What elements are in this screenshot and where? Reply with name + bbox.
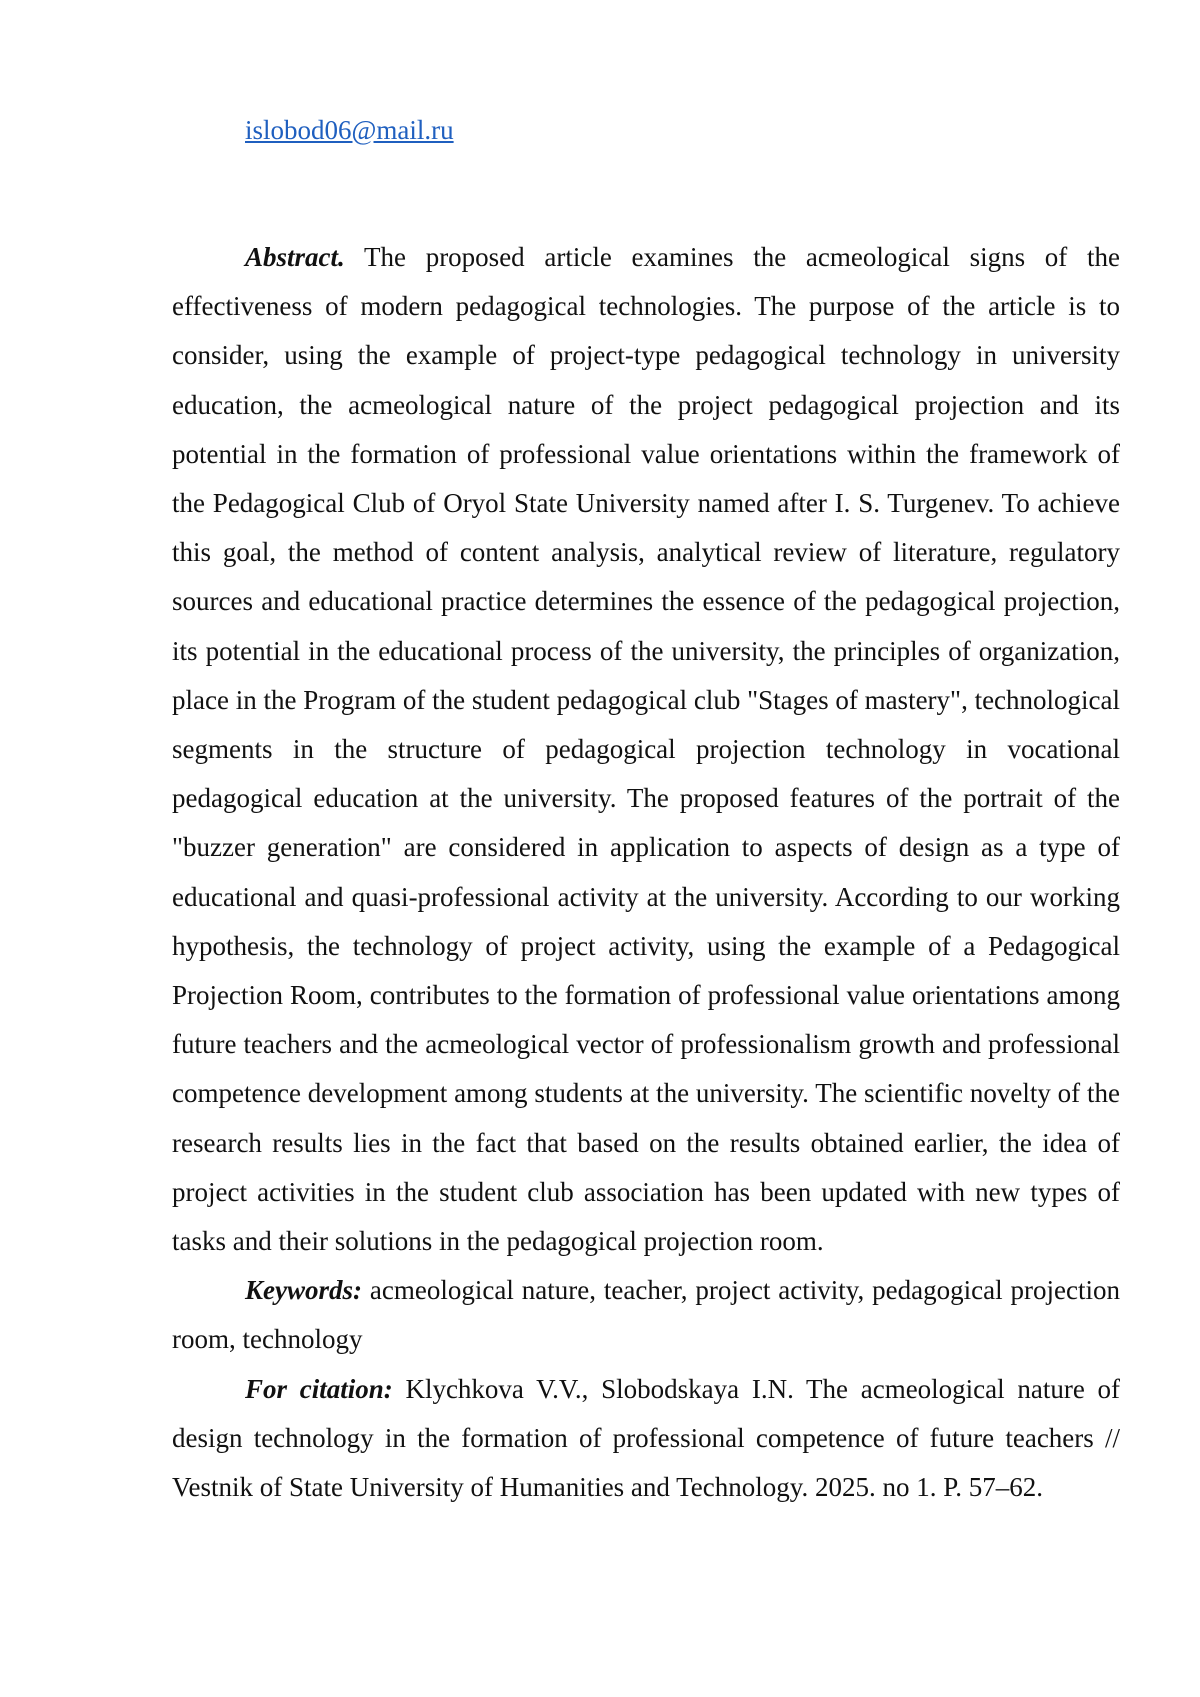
article-body: [172, 233, 1120, 1512]
author-email-link[interactable]: islobod06@mail.ru: [245, 115, 454, 145]
abstract-paragraph: [172, 233, 1120, 1266]
citation-text: Klychkova V.V., Slobodskaya I.N. The acmeological nature of design technology in the formation of professional competence of future teachers // Vestnik of State University of Humanities and Technology. 2025. no 1. P. 57–62.: [172, 1373, 1121, 1503]
abstract-label: Abstract.: [245, 242, 345, 272]
keywords-text: acmeological nature, teacher, project activity, pedagogical projection room, technology: [172, 1275, 1120, 1355]
citation-paragraph: [172, 1365, 1120, 1513]
keywords-label: Keywords:: [245, 1275, 362, 1306]
citation-label: For citation:: [245, 1373, 393, 1404]
keywords-paragraph: [172, 1266, 1120, 1364]
abstract-text: The proposed article examines the acmeological signs of the effectiveness of modern pedagogical technologies. The purpose of the article is to consider, using the example of project-type pedagogical technology in university education, the acmeological nature of the project pedagogical projection and its potential in the formation of professional value orientations within the framework of the Pedagogical Club of Oryol State University named after I. S. Turgenev. To achieve this goal, the method of content analysis, analytical review of literature, regulatory sources and educational practice determines the essence of the pedagogical projection, its potential in the educational process of the university, the principles of organization, place in the Program of the student pedagogical club "Stages of mastery", technological segments in the structure of pedagogical projection technology in vocational pedagogical education at the university. The proposed features of the portrait of the "buzzer generation" are considered in application to aspects of design as a type of educational and quasi-professional activity at the university. According to our working hypothesis, the technology of project activity, using the example of a Pedagogical Projection Room, contributes to the formation of professional value orientations among future teachers and the acmeological vector of professionalism growth and professional competence development among students at the university. The scientific novelty of the research results lies in the fact that based on the results obtained earlier, the idea of project activities in the student club association has been updated with new types of tasks and their solutions in the pedagogical projection room.: [172, 242, 1121, 1257]
